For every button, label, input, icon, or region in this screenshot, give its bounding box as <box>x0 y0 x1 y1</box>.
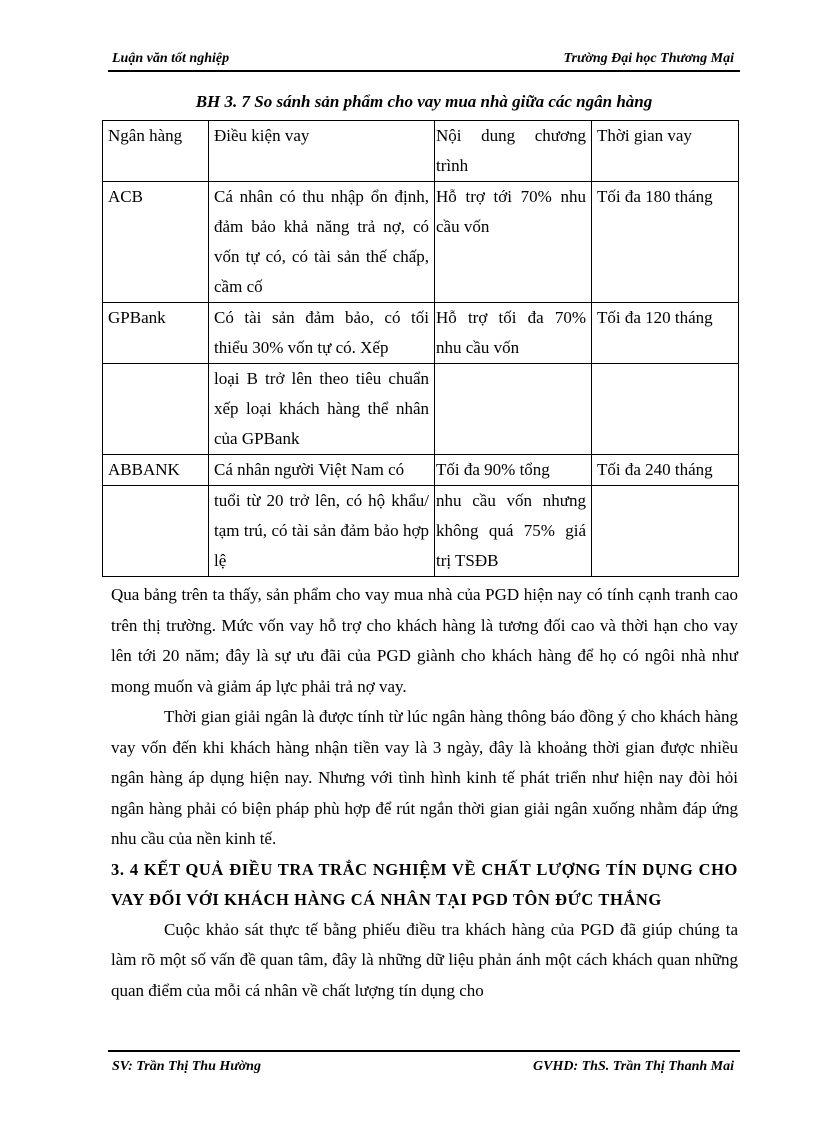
paragraph: Cuộc khảo sát thực tế bằng phiếu điều tra khách hàng của PGD đã giúp chúng ta làm rõ một số vấn đề quan tâm, đây là những dữ liệu phản ánh một cách khách quan những quan điểm của mỗi cá nhân về chất lượng tín dụng cho <box>111 919 738 1000</box>
table-row <box>103 182 739 303</box>
table-cell <box>592 364 739 455</box>
header-cell-term: Thời gian vay <box>592 121 739 182</box>
table-row <box>103 364 739 455</box>
table-cell <box>103 486 209 577</box>
table-cell: Tối đa 180 tháng <box>592 182 739 303</box>
header-cell-program: Nội dung chương trình <box>435 121 592 182</box>
table-cell: Có tài sản đảm bảo, có tối thiểu 30% vốn tự có. Xếp <box>209 303 435 364</box>
table-cell: nhu cầu vốn nhưng không quá 75% giá trị TSĐB <box>435 486 592 577</box>
table-cell: Cá nhân người Việt Nam có <box>209 455 435 486</box>
table-cell <box>103 364 209 455</box>
table-row <box>103 303 739 364</box>
table-caption: BH 3. 7 So sánh sản phẩm cho vay mua nhà giữa các ngân hàng <box>195 92 653 111</box>
table-cell <box>435 364 592 455</box>
table-cell: Tối đa 120 tháng <box>592 303 739 364</box>
body-text <box>111 580 738 1006</box>
table-cell: ABBANK <box>103 455 209 486</box>
section-heading: 3. 4 KẾT QUẢ ĐIỀU TRA TRẮC NGHIỆM VỀ CHẤT LƯỢNG TÍN DỤNG CHO VAY ĐỐI VỚI KHÁCH HÀNG CÁ NHÂN TẠI PGD TÔN ĐỨC THẮNG <box>111 859 738 909</box>
table-cell: ACB <box>103 182 209 303</box>
page-header <box>108 50 740 72</box>
footer-student-label: SV: Trần Thị Thu Hường <box>112 1059 261 1074</box>
page-footer <box>108 1050 740 1082</box>
footer-advisor-label: GVHD: ThS. Trần Thị Thanh Mai <box>533 1059 734 1074</box>
header-cell-conditions: Điều kiện vay <box>209 121 435 182</box>
table-cell: loại B trở lên theo tiêu chuẩn xếp loại khách hàng thể nhân của GPBank <box>209 364 435 455</box>
table-cell: Cá nhân có thu nhập ổn định, đảm bảo khả năng trả nợ, có vốn tự có, có tài sản thế chấp, cầm cố <box>209 182 435 303</box>
loan-comparison-table <box>102 120 739 577</box>
table-row <box>103 486 739 577</box>
header-cell-bank: Ngân hàng <box>103 121 209 182</box>
table-cell: Tối đa 90% tổng <box>435 455 592 486</box>
table-cell: GPBank <box>103 303 209 364</box>
table-cell: Hỗ trợ tối đa 70% nhu cầu vốn <box>435 303 592 364</box>
table-cell: Hỗ trợ tới 70% nhu cầu vốn <box>435 182 592 303</box>
table-row <box>103 455 739 486</box>
header-university-label: Trường Đại học Thương Mại <box>563 51 734 66</box>
table-cell: Tối đa 240 tháng <box>592 455 739 486</box>
table-cell <box>592 486 739 577</box>
table-cell: tuổi từ 20 trở lên, có hộ khẩu/ tạm trú, có tài sản đảm bảo hợp lệ <box>209 486 435 577</box>
paragraph: Qua bảng trên ta thấy, sản phẩm cho vay mua nhà của PGD hiện nay có tính cạnh tranh cao trên thị trường. Mức vốn vay hỗ trợ cho khách hàng là tương đối cao và thời hạn cho vay lên tới 20 năm; đây là sự ưu đãi của PGD giành cho khách hàng để họ có ngôi nhà như mong muốn và giảm áp lực phải trả nợ vay. <box>111 585 738 696</box>
table-header-row <box>103 121 739 182</box>
paragraph: Thời gian giải ngân là được tính từ lúc ngân hàng thông báo đồng ý cho khách hàng vay vốn đến khi khách hàng nhận tiền vay là 3 ngày, đây là khoảng thời gian được nhiều ngân hàng áp dụng hiện nay. Nhưng với tình hình kinh tế phát triển như hiện nay đòi hỏi ngân hàng phải có biện pháp phù hợp để rút ngắn thời gian giải ngân xuống nhằm đáp ứng nhu cầu của nền kinh tế. <box>111 707 738 848</box>
header-thesis-label: Luận văn tốt nghiệp <box>112 51 230 66</box>
